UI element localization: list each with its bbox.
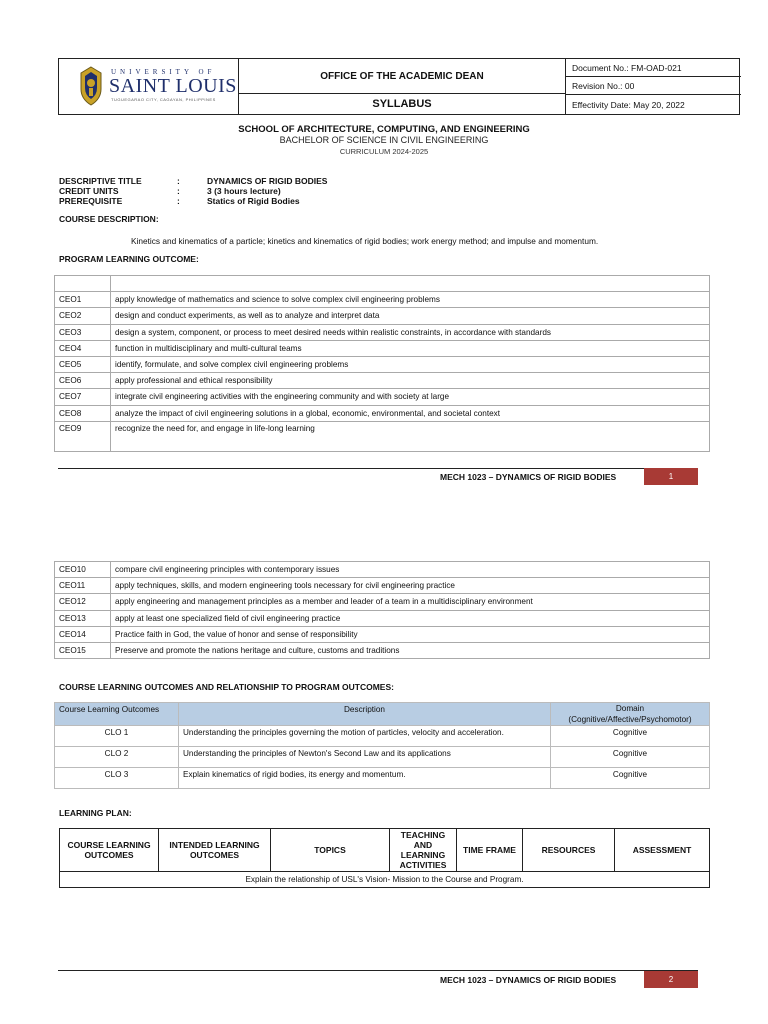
clo-description: Explain kinematics of rigid bodies, its energy and momentum. [179, 768, 551, 789]
ceo-text: apply at least one specialized field of civil engineering practice [111, 610, 710, 626]
clo-table [54, 702, 710, 789]
document-number: Document No.: FM-OAD-021 [566, 59, 741, 77]
table-row [55, 292, 710, 308]
table-cell [111, 276, 710, 292]
credit-units-label: CREDIT UNITS [59, 186, 119, 196]
university-seal-icon [77, 65, 105, 107]
syllabus-title: SYLLABUS [372, 98, 432, 110]
header-course-learning-outcomes [60, 829, 159, 872]
ceo-code: CEO7 [55, 389, 111, 405]
ceo-text: identify, formulate, and solve complex civil engineering problems [111, 356, 710, 372]
header-title-cell [239, 59, 566, 114]
table-row [55, 594, 710, 610]
table-row [55, 389, 710, 405]
colon: : [177, 186, 180, 196]
school-name: SCHOOL OF ARCHITECTURE, COMPUTING, AND ENGINEERING [238, 124, 530, 135]
table-row [55, 373, 710, 389]
logo-saint-louis: SAINT LOUIS [109, 75, 237, 97]
header-assessment: ASSESSMENT [615, 829, 710, 872]
ceo-text: Preserve and promote the nations heritage and culture, customs and traditions [111, 642, 710, 658]
header-resources: RESOURCES [523, 829, 615, 872]
ceo-code: CEO12 [55, 594, 111, 610]
clo-domain: Cognitive [551, 747, 710, 768]
clo-domain: Cognitive [551, 726, 710, 747]
table-row [55, 747, 710, 768]
learning-plan-heading: LEARNING PLAN: [59, 808, 132, 818]
ceo-code: CEO14 [55, 626, 111, 642]
clo-description: Understanding the principles governing the motion of particles, velocity and acceleration. [179, 726, 551, 747]
table-header-row [55, 703, 710, 726]
revision-number: Revision No.: 00 [566, 77, 741, 95]
ceo-text: apply professional and ethical responsibility [111, 373, 710, 389]
ceo-code: CEO11 [55, 578, 111, 594]
program-name: BACHELOR OF SCIENCE IN CIVIL ENGINEERING [279, 135, 489, 145]
header-text: OUTCOMES [189, 850, 240, 860]
page-number: 1 [644, 468, 698, 485]
ceo-code: CEO10 [55, 562, 111, 578]
table-row [60, 872, 710, 888]
ceo-text: integrate civil engineering activities with the engineering community and with society at large [111, 389, 710, 405]
course-description-heading: COURSE DESCRIPTION: [59, 214, 159, 224]
colon: : [177, 176, 180, 186]
ceo-code: CEO15 [55, 642, 111, 658]
ceo-text: apply techniques, skills, and modern engineering tools necessary for civil engineering practice [111, 578, 710, 594]
table-row [55, 726, 710, 747]
ceo-text: analyze the impact of civil engineering solutions in a global, economic, environmental, and societal context [111, 405, 710, 421]
ceo-code: CEO4 [55, 340, 111, 356]
ceo-code: CEO2 [55, 308, 111, 324]
header-text: OUTCOMES [84, 850, 134, 860]
program-outcomes-table [54, 275, 710, 452]
ceo-text: recognize the need for, and engage in life-long learning [111, 421, 710, 451]
footer-course: MECH 1023 – DYNAMICS OF RIGID BODIES [440, 472, 617, 482]
footer-divider [58, 970, 698, 971]
logo-university-of: UNIVERSITY OF [111, 68, 216, 76]
ceo-code: CEO13 [55, 610, 111, 626]
header-teaching-activities [390, 829, 457, 872]
ceo-text: apply engineering and management principles as a member and leader of a team in a multidisciplinary environment [111, 594, 710, 610]
footer-course: MECH 1023 – DYNAMICS OF RIGID BODIES [440, 975, 617, 985]
ceo-code: CEO5 [55, 356, 111, 372]
header-description: Description [179, 703, 551, 726]
table-row [55, 405, 710, 421]
course-description-text: Kinetics and kinematics of a particle; kinetics and kinematics of rigid bodies; work energy method; and impulse and momentum. [131, 236, 599, 246]
clo-code: CLO 2 [55, 747, 179, 768]
descriptive-title-value: DYNAMICS OF RIGID BODIES [207, 176, 328, 186]
header-text: TEACHING [400, 830, 446, 840]
document-header [58, 58, 740, 115]
header-topics: TOPICS [271, 829, 390, 872]
ceo-text: compare civil engineering principles with contemporary issues [111, 562, 710, 578]
table-row [55, 642, 710, 658]
clo-code: CLO 3 [55, 768, 179, 789]
table-row [55, 340, 710, 356]
clo-domain: Cognitive [551, 768, 710, 789]
table-row [55, 356, 710, 372]
clo-code: CLO 1 [55, 726, 179, 747]
header-text: ACTIVITIES [399, 860, 447, 870]
ceo-text: function in multidisciplinary and multi-cultural teams [111, 340, 710, 356]
ceo-text: design and conduct experiments, as well as to analyze and interpret data [111, 308, 710, 324]
logo-cell [59, 59, 239, 114]
footer-divider [58, 468, 698, 469]
ceo-code: CEO8 [55, 405, 111, 421]
ceo-code: CEO1 [55, 292, 111, 308]
table-row [55, 610, 710, 626]
header-text: LEARNING [400, 850, 446, 860]
vision-mission-row: Explain the relationship of USL's Vision- Mission to the Course and Program. [60, 872, 710, 888]
ceo-code: CEO3 [55, 324, 111, 340]
office-title: OFFICE OF THE ACADEMIC DEAN [239, 59, 565, 94]
header-domain [551, 703, 710, 726]
clo-description: Understanding the principles of Newton's Second Law and its applications [179, 747, 551, 768]
table-row [55, 421, 710, 451]
header-domain-title: Domain [615, 704, 645, 713]
table-row [55, 626, 710, 642]
header-text: COURSE LEARNING [67, 840, 151, 850]
colon: : [177, 196, 180, 206]
document-meta [566, 59, 741, 114]
effectivity-date: Effectivity Date: May 20, 2022 [572, 99, 685, 110]
table-row [55, 578, 710, 594]
header-text: AND [413, 840, 433, 850]
ceo-code: CEO6 [55, 373, 111, 389]
program-learning-outcome-heading: PROGRAM LEARNING OUTCOME: [59, 254, 199, 264]
table-row [55, 308, 710, 324]
table-header-row [60, 829, 710, 872]
page-number: 2 [644, 971, 698, 988]
ceo-text: apply knowledge of mathematics and science to solve complex civil engineering problems [111, 292, 710, 308]
clo-heading: COURSE LEARNING OUTCOMES AND RELATIONSHIP TO PROGRAM OUTCOMES: [59, 682, 394, 692]
header-clo: Course Learning Outcomes [55, 703, 179, 726]
table-row [55, 768, 710, 789]
ceo-text: design a system, component, or process to meet desired needs within realistic constraints, in accordance with standards [111, 324, 710, 340]
table-cell [55, 276, 111, 292]
program-outcomes-table-continued [54, 561, 710, 659]
header-time-frame: TIME FRAME [457, 829, 523, 872]
prerequisite-label: PREREQUISITE [59, 196, 123, 206]
logo-location: TUGUEGARAO CITY, CAGAYAN, PHILIPPINES [111, 97, 216, 102]
descriptive-title-label: DESCRIPTIVE TITLE [59, 176, 142, 186]
ceo-code: CEO9 [55, 421, 111, 451]
credit-units-value: 3 (3 hours lecture) [207, 186, 281, 196]
learning-plan-table [59, 828, 710, 888]
table-row [55, 324, 710, 340]
header-text: INTENDED LEARNING [169, 840, 260, 850]
header-intended-learning-outcomes [159, 829, 271, 872]
header-domain-types: (Cognitive/Affective/Psychomotor) [568, 715, 692, 724]
curriculum-year: CURRICULUM 2024-2025 [339, 147, 429, 156]
ceo-text: Practice faith in God, the value of honor and sense of responsibility [111, 626, 710, 642]
prerequisite-value: Statics of Rigid Bodies [207, 196, 300, 206]
table-row [55, 562, 710, 578]
table-row [55, 276, 710, 292]
